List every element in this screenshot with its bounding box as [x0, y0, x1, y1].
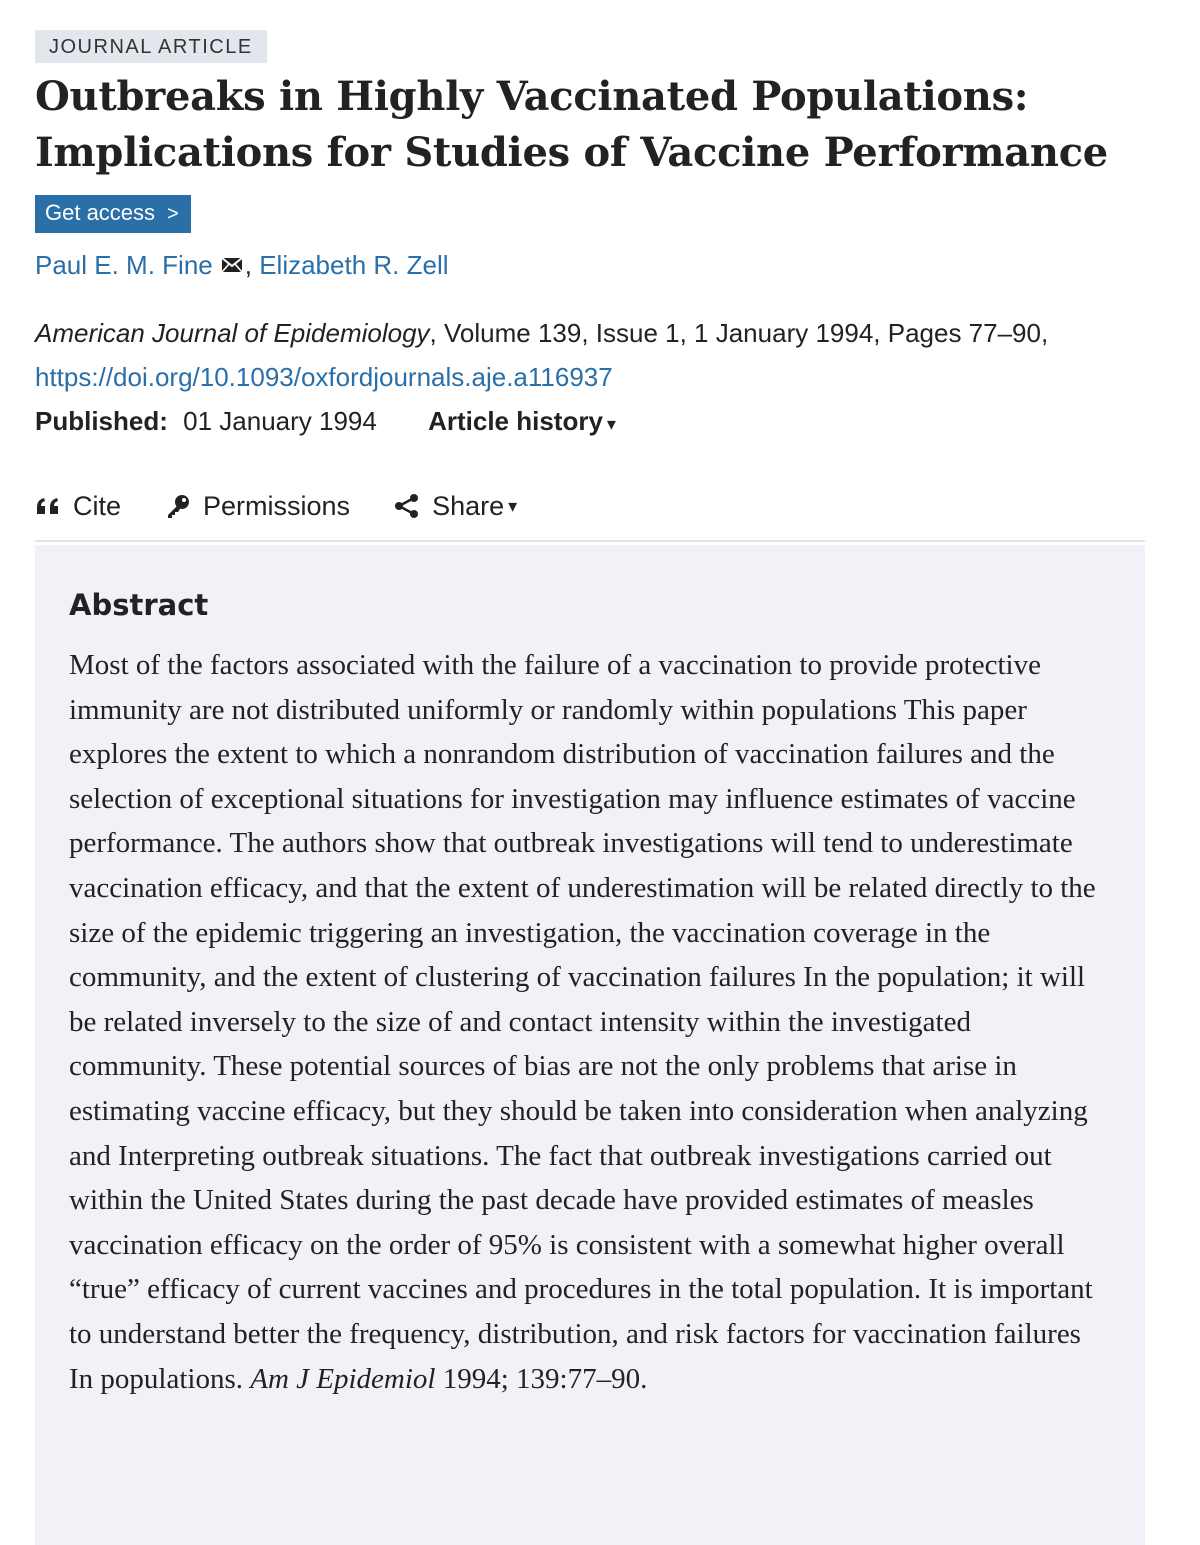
abstract-text: [69, 643, 1111, 1401]
section-divider: [35, 540, 1145, 542]
article-history-toggle[interactable]: [428, 406, 616, 436]
abstract-heading: Abstract: [69, 588, 209, 622]
abstract-body: Most of the factors associated with the failure of a vaccination to provide protective immunity are not distributed uniformly or randomly within populations This paper explores the extent to which a nonrandom distribution of vaccination failures and the selection of exceptional situations for investigation may influence estimates of vaccine performance. The authors show that outbreak investigations will tend to underestimate vaccination efficacy, and that the extent of underestimation will be related directly to the size of the epidemic triggering an investigation, the vaccination coverage in the community, and the extent of clustering of vaccination failures In the population; it will be related inversely to the size of and contact intensity within the investigated community. These potential sources of bias are not the only problems that arise in estimating vaccine efficacy, but they should be taken into consideration when analyzing and Interpreting outbreak situations. The fact that outbreak investigations carried out within the United States during the past decade have provided estimates of measles vaccination efficacy on the order of 95% is consistent with a somewhat higher overall “true” efficacy of current vaccines and procedures in the total population. It is important to understand better the frequency, distribution, and risk factors for vaccination failures In populations.: [69, 649, 1096, 1395]
chevron-right-icon: >: [167, 203, 179, 225]
cite-label: Cite: [73, 490, 122, 521]
article-title-line1: Outbreaks in Highly Vaccinated Populations:: [35, 73, 1029, 120]
journal-name: American Journal of Epidemiology: [35, 318, 430, 348]
author-link-fine[interactable]: Paul E. M. Fine: [35, 250, 213, 280]
published-date: 01 January 1994: [183, 406, 377, 436]
abstract-citation-journal: Am J Epidemiol: [250, 1362, 436, 1395]
quote-icon: [35, 496, 61, 516]
caret-down-icon: ▾: [508, 495, 518, 516]
doi-link[interactable]: https://doi.org/10.1093/oxfordjournals.aje.a116937: [35, 362, 613, 392]
published-label: Published:: [35, 406, 168, 436]
author-separator: ,: [244, 250, 252, 280]
abstract-citation-rest: 1994; 139:77–90.: [435, 1362, 648, 1395]
get-access-label: Get access: [45, 200, 156, 225]
permissions-label: Permissions: [203, 490, 351, 521]
email-icon[interactable]: [221, 257, 243, 273]
article-tools: [35, 484, 1145, 528]
get-access-button[interactable]: [35, 195, 191, 233]
share-button[interactable]: [394, 491, 517, 522]
citation-block: [35, 311, 1145, 399]
article-title: [35, 69, 1145, 181]
article-header: [35, 30, 1145, 542]
author-link-zell[interactable]: Elizabeth R. Zell: [259, 250, 449, 280]
author-list: [35, 247, 1145, 283]
article-type-badge: JOURNAL ARTICLE: [35, 30, 267, 63]
abstract-section: [35, 545, 1145, 1545]
caret-down-icon: ▾: [606, 414, 616, 434]
cite-button[interactable]: [35, 491, 121, 522]
key-icon: [165, 493, 191, 519]
article-history-label: Article history: [428, 406, 603, 436]
citation-details: , Volume 139, Issue 1, 1 January 1994, Pages 77–90,: [429, 318, 1049, 348]
share-icon: [394, 493, 420, 519]
permissions-button[interactable]: [165, 491, 350, 522]
publication-row: [35, 399, 1145, 446]
article-title-line2: Implications for Studies of Vaccine Performance: [35, 129, 1108, 176]
share-label: Share: [432, 490, 505, 521]
